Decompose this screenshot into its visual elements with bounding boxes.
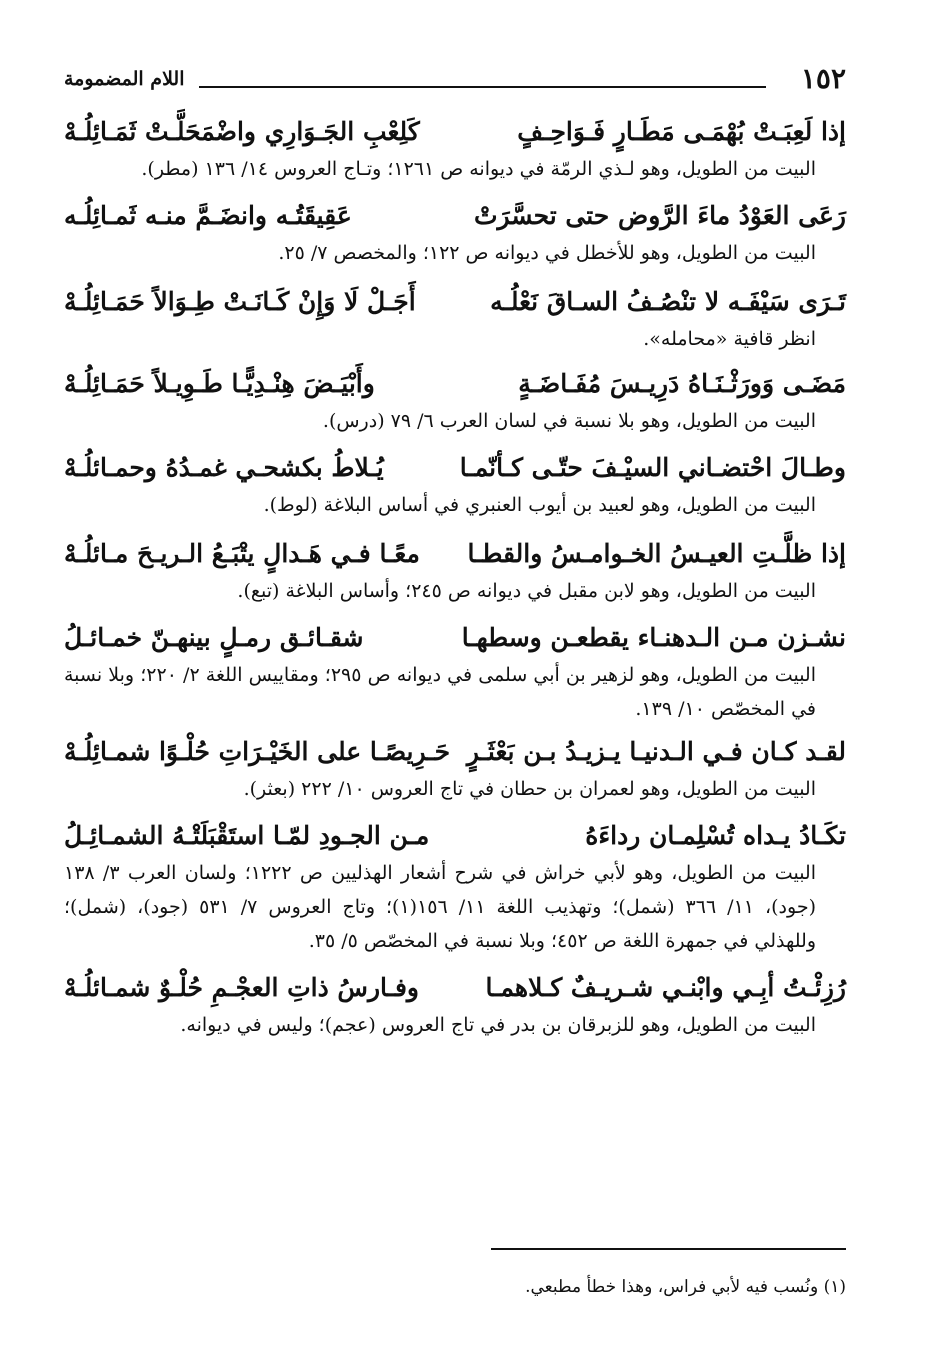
verse-entry: [64, 534, 846, 608]
verse-line: [64, 282, 846, 322]
second-hemistich: عَقِيقَتُـه وانضَـمَّ منـه ثَمـائِلُـه: [64, 201, 352, 230]
page-header: [64, 62, 846, 102]
verse-entry: [64, 448, 846, 522]
verse-note: البيت من الطويل، وهو لأبي خراش في شرح أشعار الهذليين ص ١٢٢٢؛ ولسان العرب ٣/ ١٣٨ (جود)، ١١/ ٣٦٦ (شمل)؛ وتهذيب اللغة ١١/ ١٥٦(١)؛ وتاج العروس ٧/ ٥٣١ (جود)، (شمل)؛ وللهذلي في جمهرة اللغة ص ٤٥٢؛ وبلا نسبة في المخصّص ٥/ ٣٥.: [64, 862, 816, 952]
first-hemistich: تَـرَى سَيْفَـه لا تنْصُـفُ السـاقَ نَعْلُـه: [490, 287, 846, 316]
first-hemistich: لقـد كـان فـي الـدنيـا يـزيـدُ بـن بَعْثَـرٍ: [466, 737, 846, 766]
running-title: اللام المضمومة: [64, 68, 185, 90]
verse-entry: [64, 618, 846, 726]
first-hemistich: إذا لَعِبَـتْ بُهْمَـى مَطَـارٍ فَـوَاحِـفٍ: [517, 117, 846, 146]
verse-entry: [64, 112, 846, 186]
verse-note: البيت من الطويل، وهو لزهير بن أبي سلمى في ديوانه ص ٢٩٥؛ ومقاييس اللغة ٢/ ٢٢٠؛ وبلا نسبة في المخصّص ١٠/ ١٣٩.: [64, 664, 816, 720]
verse-entry: [64, 732, 846, 806]
verse-line: [64, 618, 846, 658]
footnote-rule: [491, 1248, 846, 1250]
second-hemistich: أَجَـلْ لَا وَإِنْ كَـانَـتْ طِـوَالاً حَمَـائِلُـهْ: [64, 287, 416, 316]
header-rule: [199, 86, 766, 88]
verse-note: انظر قافية «محامله».: [643, 328, 816, 350]
verse-line: [64, 732, 846, 772]
first-hemistich: نشـزن مـن الـدهنـاء يقطعـن وسطهـا: [461, 623, 846, 652]
first-hemistich: إذا ظلَّـتِ العيـسُ الخـوامـسُ والقطـا: [467, 539, 846, 568]
verse-entry: [64, 282, 846, 356]
verse-line: [64, 448, 846, 488]
page-number: ١٥٢: [800, 62, 846, 95]
verse-line: [64, 816, 846, 856]
verse-line: [64, 968, 846, 1008]
verse-line: [64, 364, 846, 404]
first-hemistich: تكَـادُ يـداه تُسْلِمـان رداءَهُ: [585, 821, 846, 850]
verse-entry: [64, 816, 846, 958]
first-hemistich: رُزِئْـتُ أبِـي وابْنـي شـريـفٌ كـلاهمـا: [485, 973, 846, 1002]
footnote-text: (١) ونُسب فيه لأبي فراس، وهذا خطأ مطبعي.: [525, 1277, 846, 1297]
first-hemistich: رَعَى العَوْدُ ماءَ الرَّوض حتى تحسَّرَتْ: [474, 201, 846, 230]
verse-entry: [64, 364, 846, 438]
verse-note: البيت من الطويل، وهو لعبيد بن أيوب العنبري في أساس البلاغة (لوط).: [263, 494, 816, 516]
second-hemistich: يُـلاطُ بكشحـي غمـدُهُ وحمـائلُـهْ: [64, 453, 384, 482]
second-hemistich: وفـارسُ ذاتِ العجْـمِ حُلْـوٌ شمـائلُـهْ: [64, 973, 419, 1002]
verse-entry: [64, 196, 846, 270]
second-hemistich: معًـا فـي هَـدالٍ يتْبَـعُ الـريـحَ مـائلُـهْ: [64, 539, 420, 568]
verse-note: البيت من الطويل، وهو للزبرقان بن بدر في تاج العروس (عجم)؛ وليس في ديوانه.: [180, 1014, 816, 1036]
verse-note: البيت من الطويل، وهو للأخطل في ديوانه ص ١٢٢؛ والمخصص ٧/ ٢٥.: [278, 242, 816, 264]
first-hemistich: وطـالَ احْتضـاني السيْـفَ حتّـى كـأنّمـا: [459, 453, 846, 482]
second-hemistich: مـن الجـودِ لمّـا استَقْبَلَتْـهُ الشمـائِـلُ: [64, 821, 430, 850]
verse-line: [64, 196, 846, 236]
second-hemistich: وأَبْيَـضَ هِنْـدِيًّـا طَـوِيـلاً حَمَـائِلُـهْ: [64, 369, 375, 398]
verse-entries: [64, 112, 846, 1054]
first-hemistich: مَضَـى وَورَثْـنَـاهُ دَرِيـسَ مُفَـاضَـةٍ: [518, 369, 846, 398]
second-hemistich: كَلِعْبِ الجَـوَارِي واضْمَحَلَّـتْ ثَمَـائِلُـهْ: [64, 117, 420, 146]
second-hemistich: حَـرِيصًـا على الخَيْـرَاتِ حُلْـوًا شمـائِلُـهْ: [64, 737, 451, 766]
verse-note: البيت من الطويل، وهو لـذي الرمّة في ديوانه ص ١٢٦١؛ وتـاج العروس ١٤/ ١٣٦ (مطر).: [141, 158, 816, 180]
second-hemistich: شقـائـق رمـلٍ بينهـنّ خمـائـلُ: [64, 623, 364, 652]
verse-line: [64, 112, 846, 152]
footnotes: [64, 1248, 846, 1302]
verse-note: البيت من الطويل، وهو لعمران بن حطان في تاج العروس ١٠/ ٢٢٢ (بعثر).: [243, 778, 816, 800]
verse-line: [64, 534, 846, 574]
verse-note: البيت من الطويل، وهو بلا نسبة في لسان العرب ٦/ ٧٩ (درس).: [322, 410, 816, 432]
verse-note: البيت من الطويل، وهو لابن مقبل في ديوانه ص ٢٤٥؛ وأساس البلاغة (تبع).: [237, 580, 816, 602]
verse-entry: [64, 968, 846, 1042]
